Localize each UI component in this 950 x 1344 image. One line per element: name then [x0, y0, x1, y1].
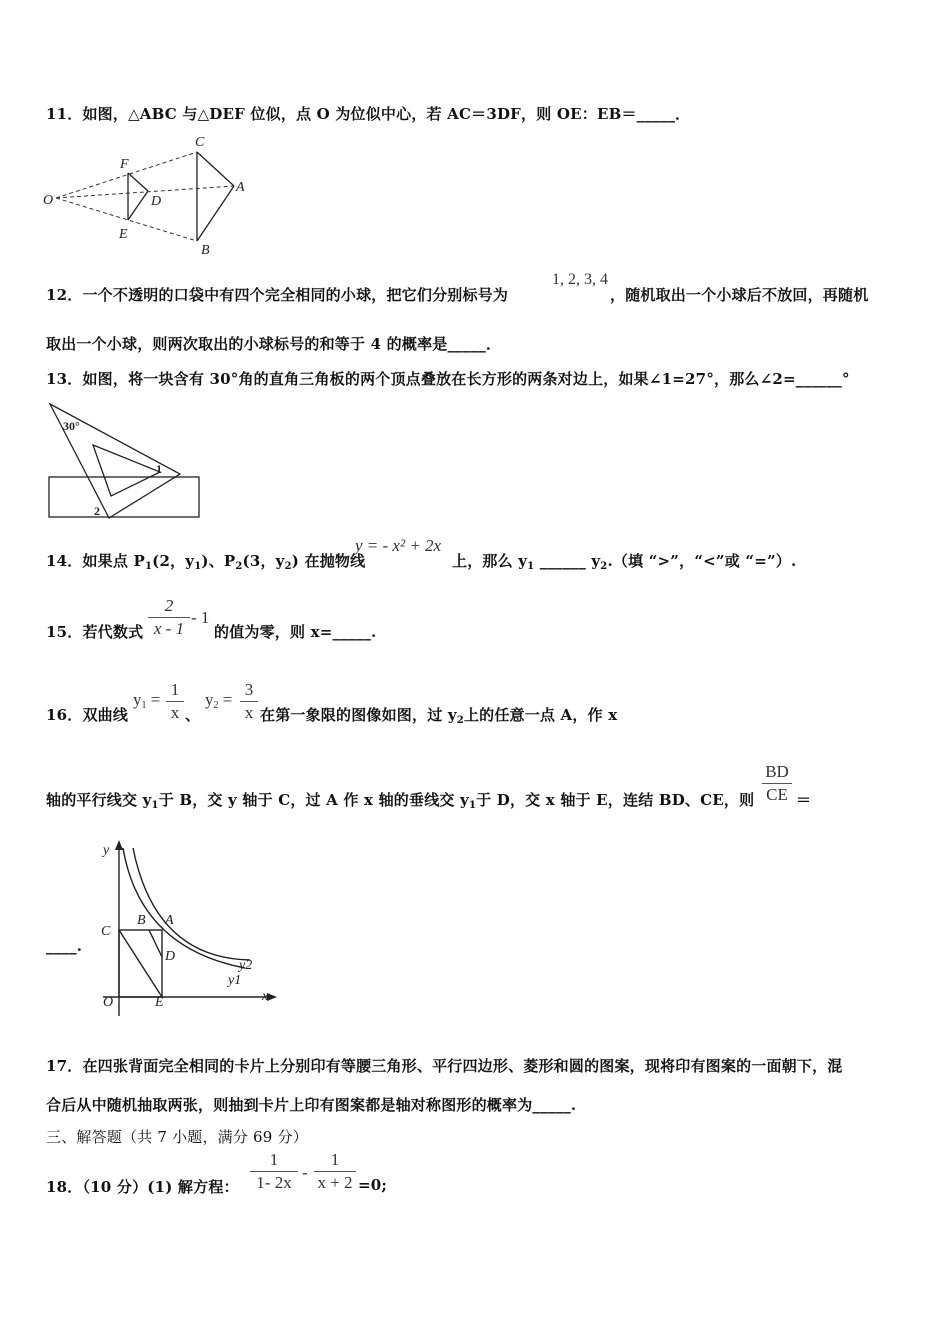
- label-e: E: [155, 995, 164, 1010]
- q14-p1: (2，y: [152, 552, 195, 570]
- q15-fraction: [148, 596, 190, 639]
- q16-blank: ____.: [46, 937, 83, 955]
- y-arrow: [115, 840, 123, 850]
- label-a: A: [236, 180, 245, 195]
- label-o: O: [43, 193, 54, 208]
- label-f: F: [120, 157, 129, 172]
- q18-minus: -: [302, 1163, 308, 1182]
- section-3-title: 三、解答题（共 7 小题，满分 69 分）: [46, 1128, 308, 1146]
- label-x: x: [262, 989, 269, 1004]
- label-c: C: [101, 924, 111, 939]
- inner-triangle: [93, 445, 160, 496]
- q18-post: =0;: [358, 1176, 388, 1194]
- label-b: B: [201, 243, 210, 258]
- segment-ab: [197, 186, 234, 241]
- question-17-line-1: 17．在四张背面完全相同的卡片上分别印有等腰三角形、平行四边形、菱形和圆的图案，现将印有图案的一面朝下，混: [46, 1057, 843, 1075]
- q14-p2b: ) 在抛物线: [291, 552, 366, 570]
- curve-y2: [133, 848, 250, 960]
- question-11: 11．如图，△ABC 与△DEF 位似，点 O 为位似中心，若 AC＝3DF，则 OE：EB＝_____．: [46, 105, 691, 123]
- figure-11-similar-triangles: [40, 130, 260, 260]
- q14-post-text: 上，那么 y: [452, 552, 528, 570]
- figure-13-triangle-ruler: [45, 398, 205, 523]
- q16-frac1: 1 x: [166, 680, 184, 723]
- q16-y1: $y_1$ =: [133, 690, 161, 711]
- label-angle-2: 2: [94, 504, 100, 518]
- q18-frac1: 1 1- 2x: [250, 1150, 298, 1193]
- x-arrow: [267, 993, 277, 1001]
- q16-frac2: 3 x: [240, 680, 258, 723]
- q15-num: 2: [164, 596, 174, 615]
- segment-ce: [119, 930, 162, 997]
- q16-sep: 、: [185, 706, 201, 724]
- segment-fd: [128, 173, 148, 191]
- q15-post: 的值为零，则 x=_____.: [214, 623, 377, 641]
- label-y2: y2: [239, 958, 253, 973]
- q16-post: 在第一象限的图像如图，过 $y_2$上的任意一点 A，作 x: [260, 706, 618, 726]
- q14-post: 上，那么 $y_1$ ______ $y_2$.（填 “>”，“<”或 “=”）.: [452, 552, 797, 572]
- q16-y2: $y_2$ =: [205, 690, 233, 711]
- q16-eq: ＝: [796, 791, 812, 809]
- question-12-line-1: [46, 284, 508, 305]
- q16-pre: 16．双曲线: [46, 706, 129, 724]
- q16-line-2: 轴的平行线交 $y_1$于 B，交 y 轴于 C，过 A 作 x 轴的垂线交 $y_1$于 D，交 x 轴于 E，连结 BD、CE，则: [46, 791, 755, 811]
- segment-ca: [197, 152, 234, 186]
- q15-pre: 15．若代数式: [46, 623, 144, 641]
- q12-pre: 12．一个不透明的口袋中有四个完全相同的小球，把它们分别标号为: [46, 286, 509, 304]
- question-12-line-2: 取出一个小球，则两次取出的小球标号的和等于 4 的概率是_____．: [46, 335, 502, 353]
- label-30-deg: 30°: [63, 419, 80, 433]
- q14-p2: (3，y: [242, 552, 285, 570]
- q12-post: ，随机取出一个小球后不放回，再随机: [610, 286, 869, 304]
- label-y1: y1: [228, 973, 242, 988]
- rectangle: [49, 477, 199, 517]
- q15-den: x - 1: [153, 619, 185, 638]
- q12-math: 1, 2, 3, 4: [552, 271, 608, 288]
- figure-16-hyperbola: [95, 838, 280, 1023]
- label-angle-1: 1: [156, 462, 162, 476]
- q14-pre: 14．如果点 P: [46, 552, 145, 570]
- q14-end: .（填 “>”，“<”或 “=”）.: [607, 552, 797, 570]
- label-d: D: [151, 194, 162, 209]
- label-b: B: [137, 913, 146, 928]
- q18-frac2: 1 x + 2: [314, 1150, 356, 1193]
- q14-p1b: )、P: [201, 552, 236, 570]
- q16-ratio: BD CE: [762, 762, 792, 805]
- q14-mid: ______ y: [539, 552, 601, 570]
- segment-bd: [149, 930, 162, 957]
- q15-minus: - 1: [191, 608, 210, 627]
- label-o: O: [103, 995, 114, 1010]
- label-c: C: [195, 135, 205, 150]
- question-13: 13．如图，将一块含有 30°角的直角三角板的两个顶点叠放在长方形的两条对边上，如果∠1=27°，那么∠2=______°: [46, 370, 850, 388]
- curve-y1: [123, 848, 245, 968]
- label-y: y: [103, 843, 110, 858]
- segment-de: [128, 191, 148, 220]
- label-a: A: [165, 913, 174, 928]
- q14-parabola: y = - x² + 2x: [355, 536, 442, 555]
- label-e: E: [119, 227, 128, 242]
- q18-pre: 18．（10 分）(1) 解方程：: [46, 1178, 239, 1196]
- label-d: D: [165, 949, 176, 964]
- question-14: 14．如果点 $P_1(2$，$y_1$)、$P_2(3$，$y_2$) 在抛物线: [46, 552, 366, 572]
- question-17-line-2: 合后从中随机抽取两张，则抽到卡片上印有图案都是轴对称图形的概率为_____.: [46, 1096, 577, 1114]
